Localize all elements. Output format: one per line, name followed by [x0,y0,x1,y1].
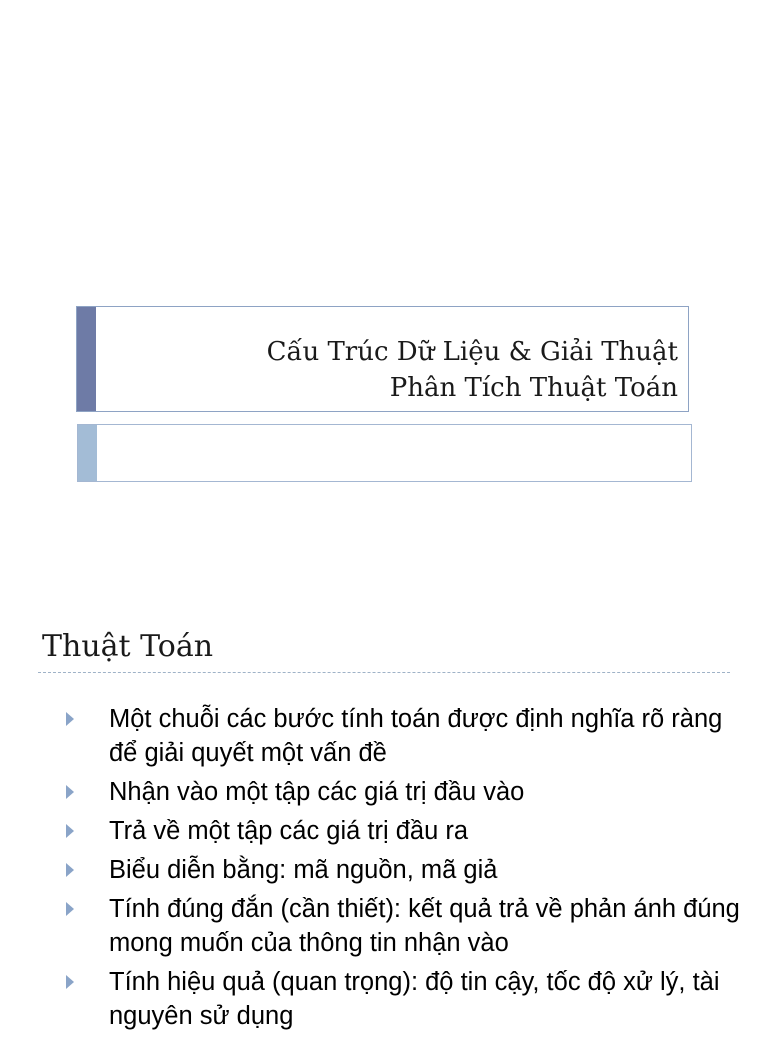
slide-title-line-2: Phân Tích Thuật Toán [389,373,678,403]
list-item-text: Nhận vào một tập các giá trị đầu vào [109,778,525,806]
triangle-right-icon [66,785,74,799]
triangle-right-icon [66,824,74,838]
list-item [66,965,746,1033]
list-item [66,775,746,809]
list-item-text: Tính đúng đắn (cần thiết): kết quả trả về phản ánh đúng mong muốn của thông tin nhận vào [109,895,740,957]
title-box [76,306,689,412]
slide-title [267,334,678,406]
slide-heading: Thuật Toán [42,629,214,664]
list-item-text: Tính hiệu quả (quan trọng): độ tin cậy, tốc độ xử lý, tài nguyên sử dụng [109,968,720,1030]
subtitle-accent-bar [78,425,97,481]
list-item [66,702,746,770]
list-item [66,892,746,960]
list-item [66,814,746,848]
list-item-text: Biểu diễn bằng: mã nguồn, mã giả [109,856,498,884]
slide-title-line-1: Cấu Trúc Dữ Liệu & Giải Thuật [266,337,678,367]
triangle-right-icon [66,712,74,726]
list-item [66,853,746,887]
bullet-list [66,702,746,1038]
subtitle-box [77,424,692,482]
heading-divider [38,672,730,673]
triangle-right-icon [66,975,74,989]
triangle-right-icon [66,902,74,916]
list-item-text: Một chuỗi các bước tính toán được định nghĩa rõ ràng để giải quyết một vấn đề [109,705,723,767]
triangle-right-icon [66,863,74,877]
list-item-text: Trả về một tập các giá trị đầu ra [109,817,469,845]
title-accent-bar [77,307,96,411]
